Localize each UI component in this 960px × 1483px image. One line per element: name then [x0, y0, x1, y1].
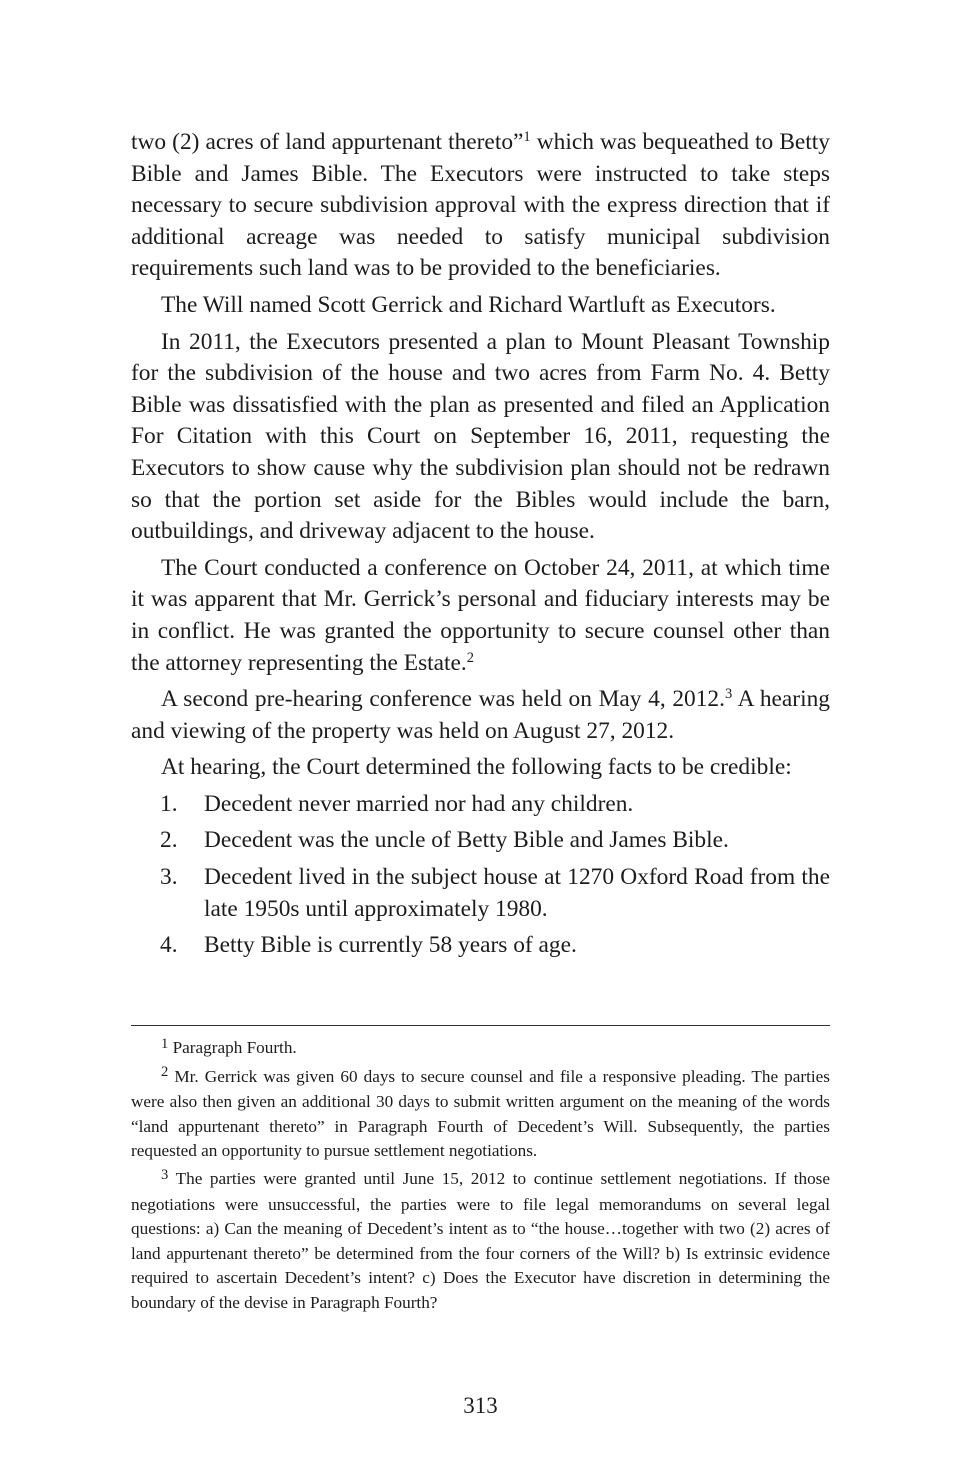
- footnote-text: Mr. Gerrick was given 60 days to secure counsel and file a responsive pleading. The parties were also then given an additional 30 days to submit written argument on the meaning of the words “land appurtenant thereto” in Paragraph Fourth of Decedent’s Will. Subsequently, the parties requested an opportunity to pursue settlement negotiations.: [131, 1066, 830, 1161]
- paragraph-facts-intro: At hearing, the Court determined the following facts to be credible:: [161, 754, 792, 781]
- facts-list: [131, 789, 830, 962]
- paragraph-conference: [131, 553, 830, 679]
- paragraph-executors: The Will named Scott Gerrick and Richard Wartluft as Executors.: [161, 291, 776, 318]
- body-text: [131, 127, 830, 967]
- footnote-text: Paragraph Fourth.: [168, 1038, 297, 1057]
- paragraph-bequest: [131, 127, 830, 285]
- list-item: [131, 825, 830, 857]
- list-item: [131, 789, 830, 821]
- list-item-number: 4.: [160, 932, 178, 959]
- page-number: 313: [463, 1393, 498, 1418]
- list-item: [131, 862, 830, 925]
- footnote-mark: 1: [161, 1035, 169, 1052]
- list-item-number: 2.: [160, 827, 178, 854]
- footnote-ref-1: 1: [523, 129, 531, 146]
- footnote-ref-2: 2: [466, 649, 475, 666]
- footnote-1: [131, 1036, 830, 1062]
- footnote-ref-3: 3: [724, 686, 733, 703]
- paragraph-bequest-text-continued: which was bequeathed to Betty Bible and James Bible. The Executors were instructed to take steps necessary to secure subdivision approval with the express direction that if additional acreage was needed to satisfy municipal subdivision requirements such land was to be provided to the beneficiaries.: [131, 129, 830, 282]
- list-item-number: 3.: [160, 864, 178, 891]
- footnote-3: [131, 1167, 830, 1316]
- list-item-text: Decedent never married nor had any children.: [204, 790, 634, 817]
- paragraph-conference-text: The Court conducted a conference on October 24, 2011, at which time it was apparent that Mr. Gerrick’s personal and fiduciary interests may be in conflict. He was granted the opportunity to secure counsel other than the attorney representing the Estate.: [131, 554, 830, 676]
- list-item-text: Betty Bible is currently 58 years of age.: [204, 932, 577, 959]
- footnote-2: [131, 1065, 830, 1164]
- list-item-number: 1.: [160, 790, 178, 817]
- paragraph-hearing: [131, 684, 830, 747]
- paragraph-hearing-text: A second pre-hearing conference was held on May 4, 2012.: [161, 686, 725, 713]
- list-item: [131, 930, 830, 962]
- footnote-divider: [131, 1025, 830, 1026]
- footnote-mark: 3: [161, 1166, 169, 1183]
- paragraph-subdivision-plan: In 2011, the Executors presented a plan to Mount Pleasant Township for the subdivision of the house and two acres from Farm No. 4. Betty Bible was dissatisfied with the plan as presented and filed an Application For Citation with this Court on September 16, 2011, requesting the Executors to show cause why the subdivision plan should not be redrawn so that the portion set aside for the Bibles would include the barn, outbuildings, and driveway adjacent to the house.: [131, 328, 830, 545]
- list-item-text: Decedent was the uncle of Betty Bible and James Bible.: [204, 827, 729, 854]
- paragraph-bequest-text: two (2) acres of land appurtenant thereto”: [131, 129, 524, 155]
- footnotes: [131, 1036, 830, 1319]
- list-item-text: Decedent lived in the subject house at 1270 Oxford Road from the late 1950s until approximately 1980.: [204, 864, 830, 922]
- paragraph-hearing-text-continued: A hearing and viewing of the property was held on August 27, 2012.: [131, 686, 830, 744]
- footnote-text: The parties were granted until June 15, 2012 to continue settlement negotiations. If those negotiations were unsuccessful, the parties were to file legal memorandums on several legal questions: a) Can the meaning of Decedent’s intent as to “the house…together with two (2) acres of land appurtenant thereto” be determined from the four corners of the Will? b) Is extrinsic evidence required to ascertain Decedent’s intent? c) Does the Executor have discretion in determining the boundary of the devise in Paragraph Fourth?: [131, 1168, 830, 1312]
- footnote-mark: 2: [161, 1064, 169, 1081]
